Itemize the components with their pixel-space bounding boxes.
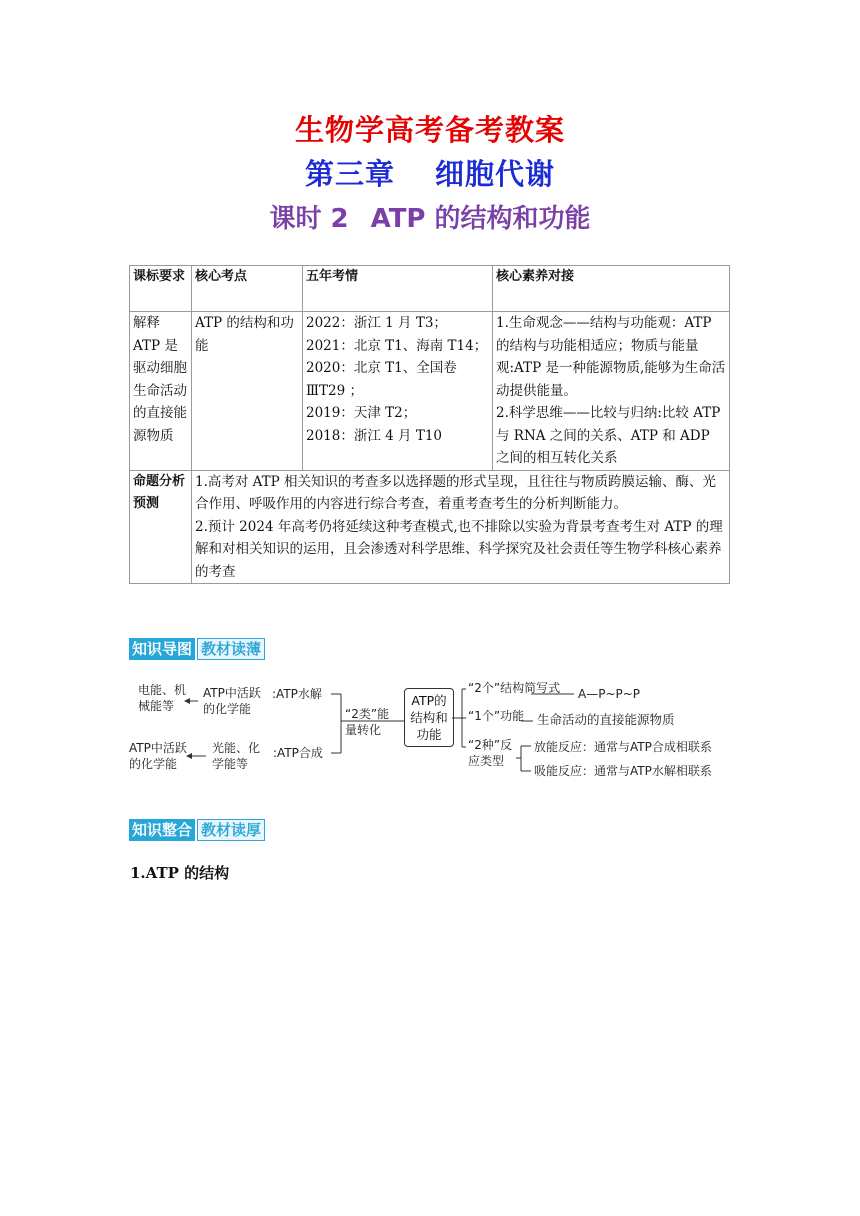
header-cell: 课标要求 xyxy=(130,266,192,312)
mm-function-value: 生命活动的直接能源物质 xyxy=(537,712,675,727)
tag-label: 知识导图 xyxy=(129,638,195,660)
mm-center-node xyxy=(404,688,454,747)
mm-text: ATP的 xyxy=(411,693,447,708)
mm-energy-conversion xyxy=(345,706,389,738)
mm-structure-branch: “2个”结构简写式 xyxy=(468,681,561,695)
lesson-name: ATP 的结构和功能 xyxy=(370,204,591,234)
header-cell: 核心素养对接 xyxy=(493,266,730,312)
lesson-number: 课时 2 xyxy=(269,204,349,234)
mm-hydrolysis: :ATP水解 xyxy=(272,687,322,701)
chapter-name: 细胞代谢 xyxy=(435,157,556,191)
mm-structure-formula: A—P~P~P xyxy=(578,687,641,701)
mm-energy-input xyxy=(212,740,260,772)
mm-text: 电能、机 xyxy=(138,683,187,697)
exam-line: 2020：北京 T1、全国卷ⅢT29 ； xyxy=(306,360,457,399)
mm-text: ATP中活跃 xyxy=(129,741,187,755)
mm-text: 应类型 xyxy=(468,754,505,768)
mm-atp-chemical-energy xyxy=(203,685,261,717)
mm-text: 结构和 xyxy=(410,710,448,725)
chapter-number: 第三章 xyxy=(304,157,395,191)
knowledge-integration-tag xyxy=(129,819,265,841)
requirement-cell: 解释 ATP 是驱动细胞生命活动的直接能源物质 xyxy=(130,312,192,471)
mm-text: “2种”反 xyxy=(468,738,513,752)
document-title: 生物学高考备考教案 xyxy=(294,113,565,147)
mm-endergonic: 吸能反应：通常与ATP水解相联系 xyxy=(534,764,712,778)
mm-atp-energy-stored xyxy=(129,740,187,772)
exam-line: 2019：天津 T2； xyxy=(306,405,417,421)
mm-text: 功能 xyxy=(416,727,442,742)
mm-text: 的化学能 xyxy=(129,757,178,771)
literacy-item: 1.生命观念——结构与功能观：ATP 的结构与功能相适应；物质与能量观:ATP 是一种能源物质,能够为生命活动提供能量。 xyxy=(496,315,726,399)
key-point-cell: ATP 的结构和功能 xyxy=(192,312,303,471)
tag-label: 教材读薄 xyxy=(197,638,265,660)
prediction-item: 2.预计 2024 年高考仍将延续这种考查模式,也不排除以实验为背景考查考生对 ATP 的理解和对相关知识的运用，且会渗透对科学思维、科学探究及社会责任等生物学科核心素养的考查 xyxy=(195,518,723,580)
exam-line: 2021：北京 T1、海南 T14； xyxy=(306,337,488,354)
exam-line: 2022：浙江 1 月 T3； xyxy=(306,315,447,331)
mm-energy-output xyxy=(138,682,186,714)
header-cell: 核心考点 xyxy=(192,266,303,312)
mm-text: 的化学能 xyxy=(203,702,252,716)
mm-text: ATP中活跃 xyxy=(203,686,261,700)
prediction-item: 1.高考对 ATP 相关知识的考查多以选择题的形式呈现，且往往与物质跨膜运输、酶、光合作用、呼吸作用的内容进行综合考查，着重考查考生的分析判断能力。 xyxy=(195,473,717,512)
mm-synthesis: :ATP合成 xyxy=(273,746,323,760)
prediction-label: 命题分析预测 xyxy=(130,470,192,584)
mm-text: “2类”能 xyxy=(345,707,390,721)
mm-function-branch: “1个”功能 xyxy=(468,709,525,723)
literacy-item: 2.科学思维——比较与归纳:比较 ATP 与 RNA 之间的关系、ATP 和 ADP 之间的相互转化关系 xyxy=(496,405,721,466)
tag-label: 知识整合 xyxy=(129,819,195,841)
mm-exergonic: 放能反应：通常与ATP合成相联系 xyxy=(534,740,712,754)
section-heading: 1.ATP 的结构 xyxy=(130,864,230,882)
header-cell: 五年考情 xyxy=(303,266,493,312)
mm-text: 光能、化 xyxy=(212,741,261,755)
mm-text: 学能等 xyxy=(212,757,249,771)
mm-text: 械能等 xyxy=(138,699,175,713)
mm-reaction-branch xyxy=(468,737,512,769)
exam-line: 2018：浙江 4 月 T10 xyxy=(306,427,443,444)
mm-text: 量转化 xyxy=(345,723,382,737)
tag-label: 教材读厚 xyxy=(197,819,265,841)
